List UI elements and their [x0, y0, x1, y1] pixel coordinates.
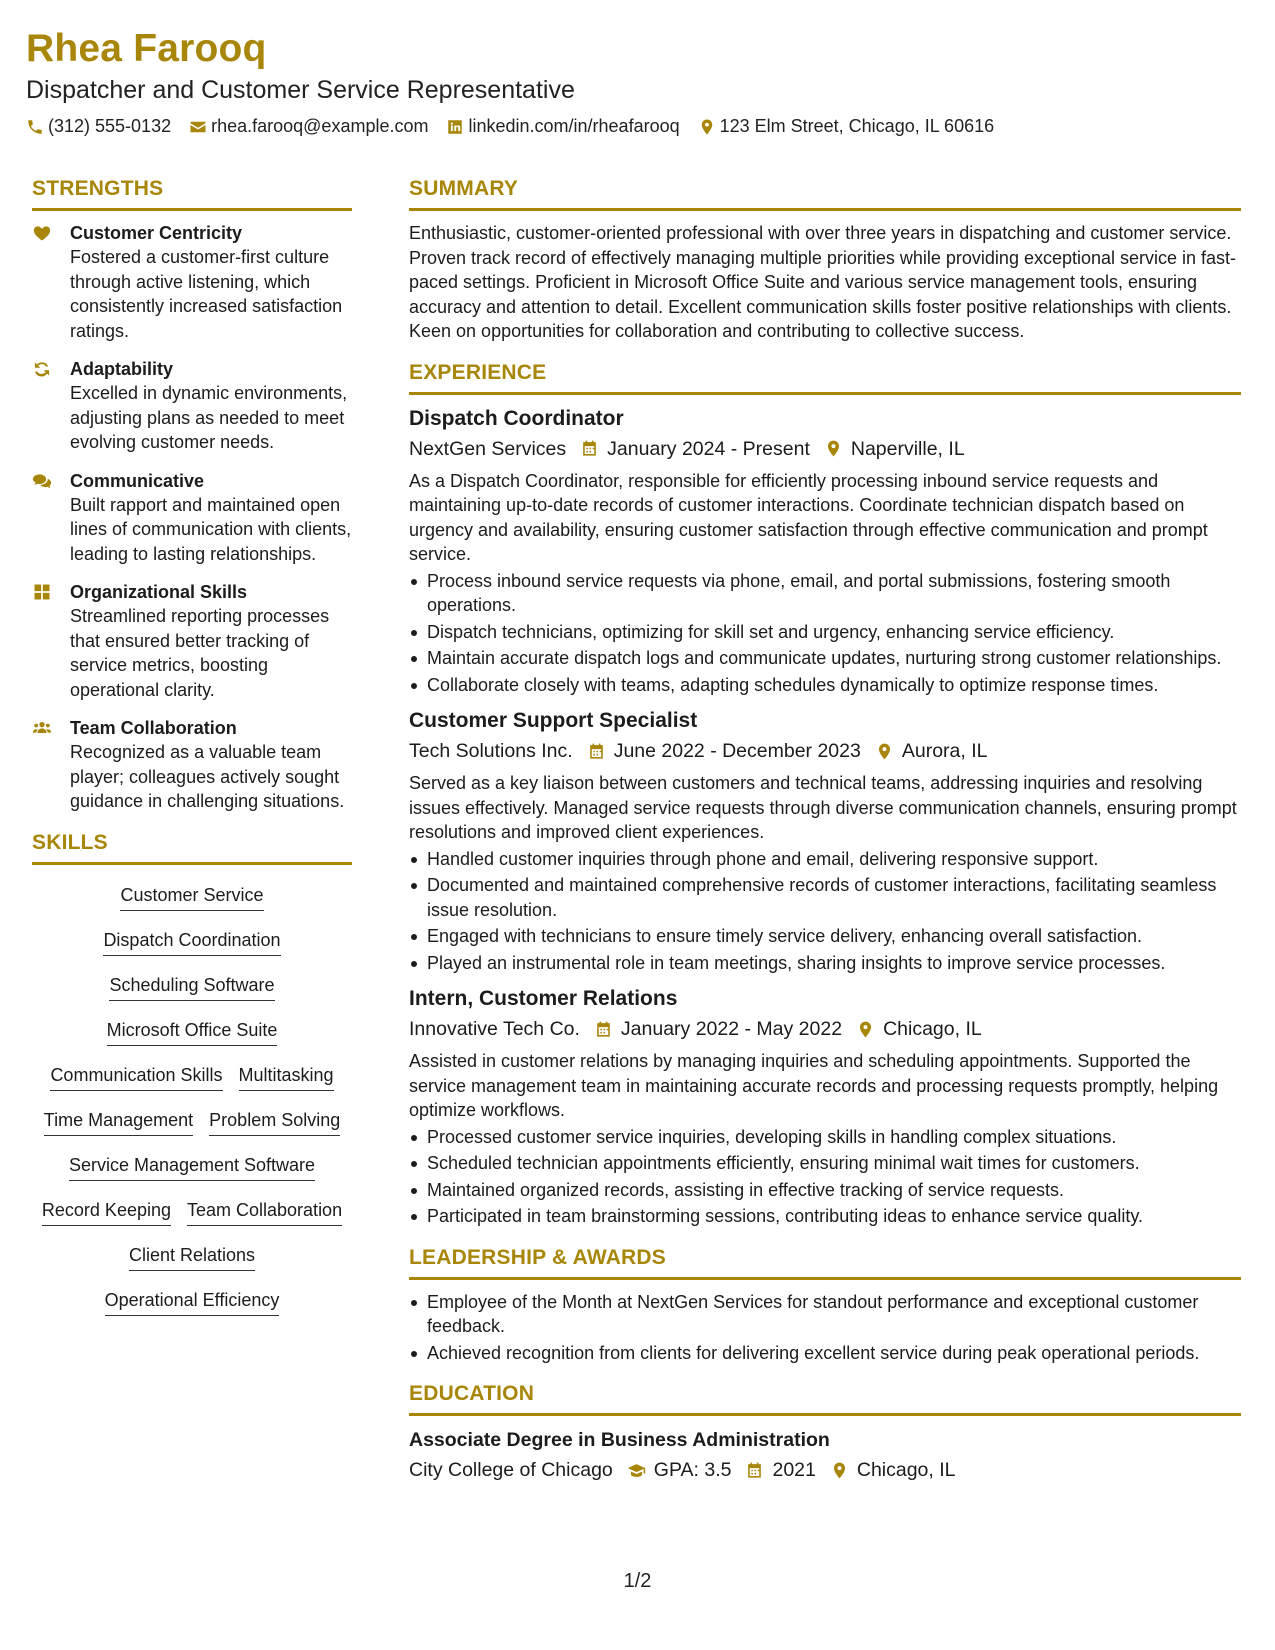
skills-section — [32, 830, 352, 1333]
envelope-icon — [189, 118, 207, 136]
contact-linkedin[interactable] — [446, 116, 679, 137]
bullet-item: Engaged with technicians to ensure timely service delivery, enhancing overall satisfaction. — [409, 924, 1241, 949]
job-company: Innovative Tech Co. — [409, 1018, 580, 1040]
strength-item — [32, 716, 352, 814]
calendar-icon — [594, 1020, 613, 1039]
bullet-item: Played an instrumental role in team meetings, sharing insights to improve service processes. — [409, 951, 1241, 976]
strength-item — [32, 357, 352, 455]
bullet-item: Collaborate closely with teams, adapting schedules dynamically to optimize response times. — [409, 673, 1241, 698]
education-heading: EDUCATION — [409, 1381, 1241, 1416]
contact-phone — [26, 116, 171, 137]
strength-desc: Fostered a customer-first culture through active listening, which consistently increased satisfaction ratings. — [70, 247, 343, 341]
left-column — [32, 176, 352, 1349]
job-company: NextGen Services — [409, 437, 567, 460]
strength-item — [32, 469, 352, 567]
leadership-section — [409, 1245, 1241, 1366]
graduation-cap-icon — [627, 1461, 646, 1480]
strength-title: Adaptability — [70, 359, 174, 379]
bullet-item: Maintained organized records, assisting in effective tracking of service requests. — [409, 1178, 1241, 1203]
job-title: Customer Support Specialist — [409, 709, 698, 732]
skill-tag: Multitasking — [239, 1063, 334, 1091]
job-entry — [409, 985, 1241, 1229]
job-dates: January 2022 - May 2022 — [620, 1018, 843, 1040]
job-meta — [409, 435, 1241, 463]
skill-tag: Problem Solving — [209, 1108, 340, 1136]
bullet-item: Dispatch technicians, optimizing for skill set and urgency, enhancing service efficiency. — [409, 620, 1241, 645]
strength-title: Communicative — [70, 470, 205, 491]
skill-tag: Operational Efficiency — [105, 1288, 280, 1316]
leadership-bullets — [409, 1290, 1241, 1366]
job-meta — [409, 1015, 1241, 1043]
map-marker-icon — [824, 439, 843, 458]
degree-title: Associate Degree in Business Administration — [409, 1429, 830, 1451]
strength-title: Organizational Skills — [70, 582, 248, 602]
job-meta — [409, 737, 1241, 765]
summary-text: Enthusiastic, customer-oriented professional with over three years in dispatching and customer service. Proven track record of effectively managing multiple priorities while providing exceptional service in fast-paced settings. Proficient in Microsoft Office Suite and various service management tools, ensuring accuracy and attention to detail. Excellent communication skills foster positive relationships with clients. Keen on opportunities for collaboration and contributing to collective success. — [409, 223, 1237, 341]
summary-section — [409, 176, 1241, 344]
skill-tag: Communication Skills — [50, 1063, 222, 1091]
job-entry — [409, 405, 1241, 698]
calendar-icon — [745, 1461, 764, 1480]
bullet-item: Documented and maintained comprehensive records of customer interactions, facilitating seamless issue resolution. — [409, 873, 1241, 922]
phone-text: (312) 555-0132 — [48, 116, 172, 136]
education-section — [409, 1381, 1241, 1484]
email-text[interactable]: rhea.farooq@example.com — [211, 116, 429, 136]
strength-title: Team Collaboration — [70, 718, 237, 738]
page-number: 1/2 — [623, 1570, 652, 1592]
graduation-year: 2021 — [772, 1459, 816, 1481]
job-title: Dispatch Coordinator — [409, 406, 624, 430]
gpa-text: GPA: 3.5 — [653, 1459, 732, 1481]
sync-icon — [32, 359, 52, 379]
bullet-item: Processed customer service inquiries, developing skills in handling complex situations. — [409, 1125, 1241, 1150]
bullet-item: Scheduled technician appointments efficiently, ensuring minimal wait times for customers. — [409, 1151, 1241, 1176]
skill-tag: Service Management Software — [69, 1153, 315, 1181]
map-marker-icon — [830, 1461, 849, 1480]
job-location: Aurora, IL — [901, 740, 988, 762]
address-text: 123 Elm Street, Chicago, IL 60616 — [719, 116, 995, 136]
skill-tag: Customer Service — [120, 883, 263, 911]
skills-heading: SKILLS — [32, 830, 352, 865]
contact-address — [698, 116, 995, 137]
skills-list — [32, 879, 352, 1333]
job-entry — [409, 707, 1241, 975]
bullet-item: Employee of the Month at NextGen Services for standout performance and exceptional customer feedback. — [409, 1290, 1241, 1339]
job-dates: January 2024 - Present — [607, 437, 810, 460]
heart-icon — [32, 223, 52, 243]
job-bullets — [409, 847, 1241, 976]
linkedin-text[interactable]: linkedin.com/in/rheafarooq — [468, 116, 680, 136]
linkedin-icon — [446, 118, 464, 136]
experience-section — [409, 360, 1241, 1229]
job-location: Naperville, IL — [850, 437, 965, 460]
skill-tag: Time Management — [44, 1108, 193, 1136]
job-dates: June 2022 - December 2023 — [613, 740, 861, 762]
strength-desc: Recognized as a valuable team player; colleagues actively sought guidance in challenging situations. — [70, 742, 345, 811]
strength-desc: Excelled in dynamic environments, adjusting plans as needed to meet evolving customer needs. — [70, 383, 348, 452]
map-marker-icon — [856, 1020, 875, 1039]
job-description: Served as a key liaison between customers and technical teams, addressing inquiries and resolving issues effectively. Managed service requests through diverse communication channels, ensuring prompt resolutions and improved client experiences. — [409, 773, 1237, 842]
job-description: As a Dispatch Coordinator, responsible for efficiently processing inbound service requests and maintaining up-to-date records of customer interactions. Coordinate technician dispatch based on urgency and availability, ensuring customer satisfaction through effective communication and prompt service. — [409, 470, 1208, 564]
contact-email[interactable] — [189, 116, 428, 137]
school-name: City College of Chicago — [409, 1459, 613, 1481]
candidate-role: Dispatcher and Customer Service Representative — [26, 76, 575, 104]
education-meta — [409, 1456, 1241, 1484]
skill-tag: Microsoft Office Suite — [107, 1018, 278, 1046]
strength-desc: Streamlined reporting processes that ensured better tracking of service metrics, boosting operational clarity. — [70, 606, 330, 700]
school-location: Chicago, IL — [856, 1459, 956, 1481]
resume-header — [26, 26, 1249, 137]
job-description: Assisted in customer relations by managing inquiries and scheduling appointments. Supported the service management team in maintaining accurate records and processing requests promptly, helping optimize workflows. — [409, 1051, 1219, 1120]
strength-title: Customer Centricity — [70, 223, 243, 243]
calendar-icon — [580, 439, 599, 458]
skill-tag: Team Collaboration — [187, 1198, 342, 1226]
strengths-section — [32, 176, 352, 814]
strength-item — [32, 580, 352, 702]
job-bullets — [409, 569, 1241, 698]
strength-item — [32, 221, 352, 343]
phone-icon — [26, 118, 44, 136]
bullet-item: Process inbound service requests via phone, email, and portal submissions, fostering smooth operations. — [409, 569, 1241, 618]
map-marker-icon — [698, 118, 716, 136]
experience-heading: EXPERIENCE — [409, 360, 1241, 395]
grid-icon — [32, 582, 52, 602]
comments-icon — [32, 471, 52, 491]
skill-tag: Client Relations — [129, 1243, 255, 1271]
skill-tag: Record Keeping — [42, 1198, 171, 1226]
strengths-heading: STRENGTHS — [32, 176, 352, 211]
contact-bar — [26, 116, 1249, 137]
job-title: Intern, Customer Relations — [409, 987, 678, 1010]
leadership-heading: LEADERSHIP & AWARDS — [409, 1245, 1241, 1280]
candidate-name: Rhea Farooq — [26, 27, 267, 70]
job-company: Tech Solutions Inc. — [409, 740, 573, 762]
bullet-item: Achieved recognition from clients for delivering excellent service during peak operational periods. — [409, 1341, 1241, 1366]
strength-desc: Built rapport and maintained open lines of communication with clients, leading to lasting relationships. — [70, 494, 352, 564]
map-marker-icon — [875, 742, 894, 761]
job-bullets — [409, 1125, 1241, 1229]
skill-tag: Scheduling Software — [109, 973, 274, 1001]
bullet-item: Handled customer inquiries through phone and email, delivering responsive support. — [409, 847, 1241, 872]
job-location: Chicago, IL — [883, 1018, 982, 1040]
users-icon — [32, 718, 52, 738]
calendar-icon — [587, 742, 606, 761]
bullet-item: Participated in team brainstorming sessions, contributing ideas to enhance service quality. — [409, 1204, 1241, 1229]
summary-heading: SUMMARY — [409, 176, 1241, 211]
right-column — [409, 176, 1241, 1500]
bullet-item: Maintain accurate dispatch logs and communicate updates, nurturing strong customer relationships. — [409, 646, 1241, 671]
skill-tag: Dispatch Coordination — [103, 928, 280, 956]
